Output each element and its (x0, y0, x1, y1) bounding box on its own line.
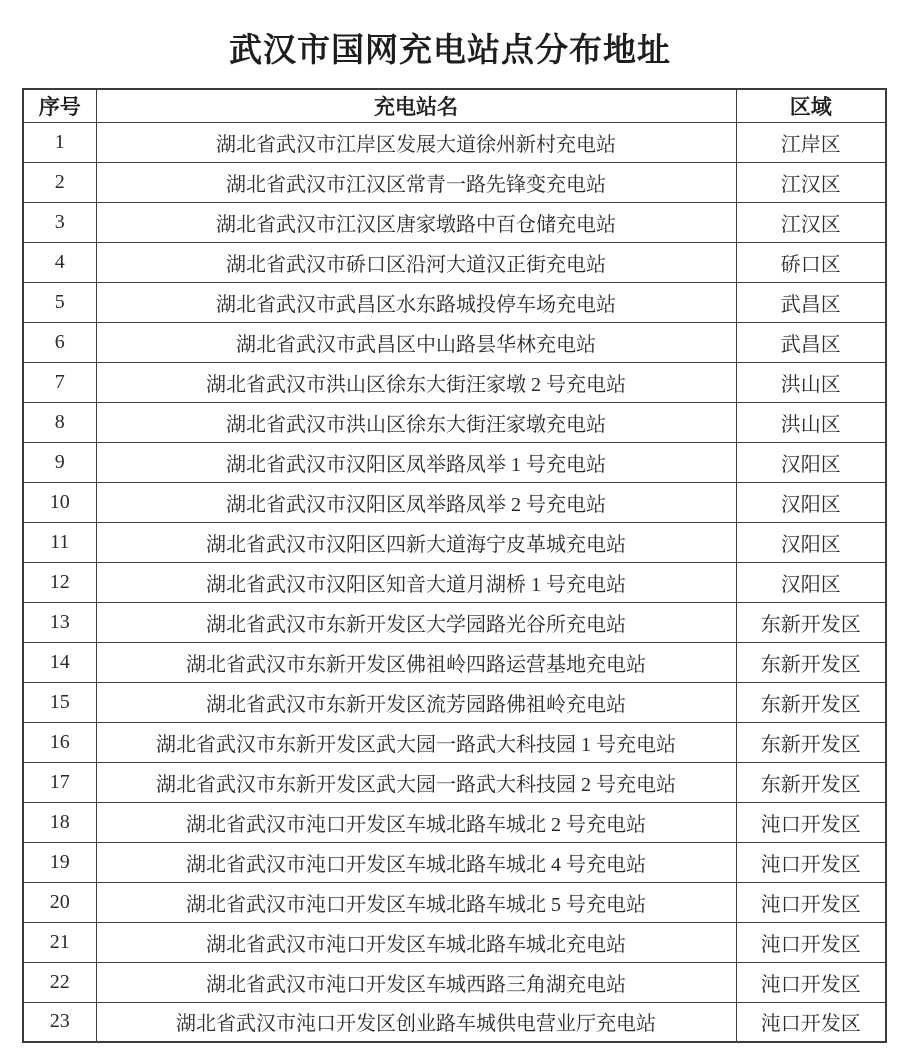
station-district: 汉阳区 (736, 442, 886, 482)
table-row (23, 962, 886, 1002)
station-name: 湖北省武汉市武昌区水东路城投停车场充电站 (96, 282, 736, 322)
page-title: 武汉市国网充电站点分布地址 (229, 33, 671, 69)
col-header-station: 充电站名 (96, 89, 736, 122)
table-row (23, 282, 886, 322)
station-district: 沌口开发区 (736, 922, 886, 962)
table-row (23, 202, 886, 242)
table-row (23, 122, 886, 162)
station-name: 湖北省武汉市沌口开发区车城北路车城北 5 号充电站 (96, 882, 736, 922)
table-row (23, 682, 886, 722)
table-row (23, 642, 886, 682)
row-index: 18 (23, 802, 96, 842)
station-name: 湖北省武汉市沌口开发区车城北路车城北充电站 (96, 922, 736, 962)
row-index: 13 (23, 602, 96, 642)
table-row (23, 442, 886, 482)
row-index: 2 (23, 162, 96, 202)
table-row (23, 922, 886, 962)
col-header-district: 区域 (736, 89, 886, 122)
station-district: 沌口开发区 (736, 882, 886, 922)
station-name: 湖北省武汉市沌口开发区车城北路车城北 4 号充电站 (96, 842, 736, 882)
station-district: 沌口开发区 (736, 962, 886, 1002)
row-index: 16 (23, 722, 96, 762)
row-index: 5 (23, 282, 96, 322)
row-index: 4 (23, 242, 96, 282)
row-index: 8 (23, 402, 96, 442)
row-index: 20 (23, 882, 96, 922)
station-district: 江汉区 (736, 162, 886, 202)
station-district: 东新开发区 (736, 602, 886, 642)
row-index: 12 (23, 562, 96, 602)
stations-table (22, 88, 887, 1043)
station-name: 湖北省武汉市江汉区唐家墩路中百仓储充电站 (96, 202, 736, 242)
station-district: 汉阳区 (736, 482, 886, 522)
station-name: 湖北省武汉市汉阳区知音大道月湖桥 1 号充电站 (96, 562, 736, 602)
row-index: 23 (23, 1002, 96, 1042)
station-district: 硚口区 (736, 242, 886, 282)
station-district: 沌口开发区 (736, 1002, 886, 1042)
station-district: 洪山区 (736, 362, 886, 402)
row-index: 19 (23, 842, 96, 882)
table-body (23, 122, 886, 1042)
station-district: 东新开发区 (736, 722, 886, 762)
header-row (23, 89, 886, 122)
row-index: 3 (23, 202, 96, 242)
station-name: 湖北省武汉市江汉区常青一路先锋变充电站 (96, 162, 736, 202)
station-district: 洪山区 (736, 402, 886, 442)
row-index: 14 (23, 642, 96, 682)
row-index: 1 (23, 122, 96, 162)
table-row (23, 242, 886, 282)
station-district: 东新开发区 (736, 642, 886, 682)
station-district: 武昌区 (736, 282, 886, 322)
station-name: 湖北省武汉市江岸区发展大道徐州新村充电站 (96, 122, 736, 162)
station-district: 东新开发区 (736, 682, 886, 722)
station-name: 湖北省武汉市武昌区中山路昙华林充电站 (96, 322, 736, 362)
table-row (23, 162, 886, 202)
table-row (23, 322, 886, 362)
station-name: 湖北省武汉市东新开发区佛祖岭四路运营基地充电站 (96, 642, 736, 682)
station-name: 湖北省武汉市沌口开发区车城北路车城北 2 号充电站 (96, 802, 736, 842)
station-district: 东新开发区 (736, 762, 886, 802)
station-district: 沌口开发区 (736, 842, 886, 882)
table-row (23, 762, 886, 802)
table-row (23, 522, 886, 562)
station-name: 湖北省武汉市汉阳区四新大道海宁皮革城充电站 (96, 522, 736, 562)
row-index: 21 (23, 922, 96, 962)
row-index: 7 (23, 362, 96, 402)
station-district: 江汉区 (736, 202, 886, 242)
station-name: 湖北省武汉市汉阳区凤举路凤举 2 号充电站 (96, 482, 736, 522)
station-name: 湖北省武汉市东新开发区武大园一路武大科技园 2 号充电站 (96, 762, 736, 802)
row-index: 6 (23, 322, 96, 362)
table-header (23, 89, 886, 122)
station-district: 武昌区 (736, 322, 886, 362)
table-row (23, 402, 886, 442)
table-row (23, 482, 886, 522)
station-name: 湖北省武汉市沌口开发区车城西路三角湖充电站 (96, 962, 736, 1002)
row-index: 22 (23, 962, 96, 1002)
station-name: 湖北省武汉市洪山区徐东大街汪家墩 2 号充电站 (96, 362, 736, 402)
row-index: 15 (23, 682, 96, 722)
table-row (23, 562, 886, 602)
station-district: 汉阳区 (736, 522, 886, 562)
station-district: 沌口开发区 (736, 802, 886, 842)
table-row (23, 842, 886, 882)
table-row (23, 1002, 886, 1042)
station-name: 湖北省武汉市硚口区沿河大道汉正街充电站 (96, 242, 736, 282)
station-name: 湖北省武汉市东新开发区武大园一路武大科技园 1 号充电站 (96, 722, 736, 762)
table-row (23, 882, 886, 922)
station-name: 湖北省武汉市汉阳区凤举路凤举 1 号充电站 (96, 442, 736, 482)
station-district: 江岸区 (736, 122, 886, 162)
station-name: 湖北省武汉市东新开发区大学园路光谷所充电站 (96, 602, 736, 642)
station-name: 湖北省武汉市东新开发区流芳园路佛祖岭充电站 (96, 682, 736, 722)
table-row (23, 602, 886, 642)
station-district: 汉阳区 (736, 562, 886, 602)
table-row (23, 362, 886, 402)
table-row (23, 722, 886, 762)
row-index: 9 (23, 442, 96, 482)
station-name: 湖北省武汉市洪山区徐东大街汪家墩充电站 (96, 402, 736, 442)
station-name: 湖北省武汉市沌口开发区创业路车城供电营业厅充电站 (96, 1002, 736, 1042)
table-row (23, 802, 886, 842)
row-index: 11 (23, 522, 96, 562)
row-index: 10 (23, 482, 96, 522)
col-header-index: 序号 (23, 89, 96, 122)
row-index: 17 (23, 762, 96, 802)
